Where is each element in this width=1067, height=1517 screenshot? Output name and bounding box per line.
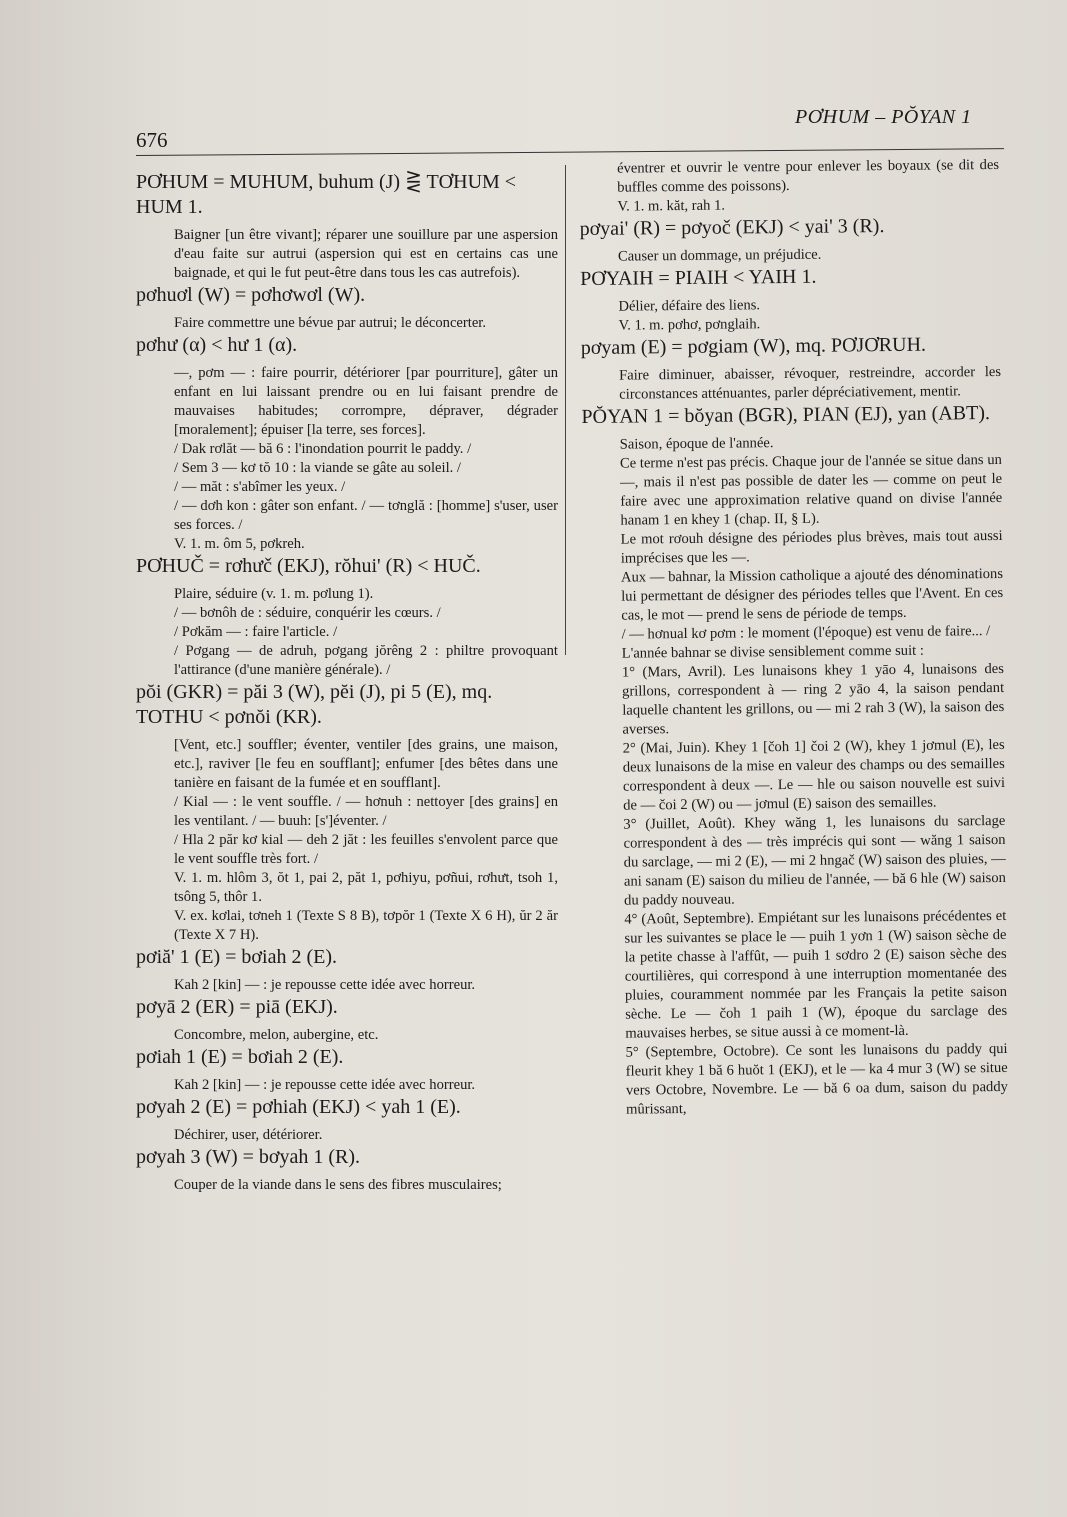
dictionary-entry [581, 401, 1008, 1120]
dictionary-entry [136, 333, 558, 554]
entry-headword: pơyam (E) = pơgiam (W), mq. PƠJƠRUH. [580, 333, 927, 359]
entry-line: V. 1. m. ôm 5, pơkreh. [174, 536, 305, 552]
dictionary-entry [136, 283, 558, 333]
entry-headword: pơyah 2 (E) = pơhiah (EKJ) < yah 1 (E). [136, 1096, 461, 1118]
entry-line: V. ex. kơlai, tơneh 1 (Texte S 8 B), tơpŏr 1 (Texte X 6 H), ŭr 2 ăr (Texte X 7 H). [174, 908, 558, 943]
entry-line: / Pơgang — de adruh, pơgang jŏrêng 2 : philtre provoquant l'attirance (d'une manière générale). / [174, 643, 558, 678]
entry-line: Déchirer, user, détériorer. [174, 1127, 323, 1143]
left-column [136, 170, 558, 1195]
dictionary-entry [136, 170, 558, 283]
page-number: 676 [136, 128, 168, 152]
dictionary-entry [581, 332, 1002, 405]
dictionary-entry [579, 156, 1000, 217]
entry-body [580, 294, 1000, 336]
entry-line: Ce terme n'est pas précis. Chaque jour de l'année se situe dans un —, mais il n'est pas possible de dater les — comme on peut le faire avec une approximation relative quand on divise l'année hanam 1 en khey 1 (chap. II, § L). [619, 451, 1003, 529]
entry-line: Couper de la viande dans le sens des fibres musculaires; [174, 1177, 502, 1193]
entry-line: / Sem 3 — kơ tŏ 10 : la viande se gâte au soleil. / [174, 460, 461, 476]
entry-headword: pơyai' (R) = pơyoč (EKJ) < yai' 3 (R). [579, 215, 885, 240]
entry-line: Causer un dommage, un préjudice. [617, 246, 822, 265]
entry-line: / — hơnual kơ pơm : le moment (l'époque) est venu de faire... / [621, 623, 991, 643]
entry-body [136, 1126, 558, 1145]
entry-headword: pơiah 1 (E) = bơiah 2 (E). [136, 1046, 344, 1068]
entry-line: V. 1. m. hlôm 3, ŏt 1, pai 2, păt 1, pơhiyu, pơñui, rơhưt, tsoh 1, tsông 5, thôr 1. [174, 870, 558, 905]
entry-body [136, 585, 558, 680]
entry-body [582, 432, 1009, 1120]
entry-line: 1° (Mars, Avril). Les lunaisons khey 1 yāo 4, lunaisons des grillons, correspondent à — ring 2 yāo 4, la saison pendant laquelle chantent les grillons, ou — mi 2 rah 3 (W), la saison des averses. [621, 660, 1005, 738]
entry-line: V. 1. m. kăt, rah 1. [617, 197, 726, 215]
entry-headword: pơyah 3 (W) = bơyah 1 (R). [136, 1146, 361, 1168]
running-head: PƠHUM – PŎYAN 1 [795, 106, 972, 128]
dictionary-entry [136, 680, 558, 945]
entry-line: Faire commettre une bévue par autrui; le déconcerter. [174, 315, 486, 331]
entry-headword: PƠHUČ = rơhưč (EKJ), rŏhui' (R) < HUČ. [136, 555, 481, 577]
dictionary-entry [580, 263, 1001, 336]
entry-headword: pơhuơl (W) = pơhơwơl (W). [136, 284, 366, 306]
entry-headword: pŏi (GKR) = păi 3 (W), pĕi (J), pi 5 (E), mq. TOTHU < pơnŏi (KR). [136, 681, 493, 728]
entry-line: éventrer et ouvrir le ventre pour enlever les boyaux (se dit des buffles comme des poissons). [617, 156, 1000, 196]
entry-headword: PƠYAIH = PIAIH < YAIH 1. [580, 265, 817, 290]
entry-body [136, 364, 558, 554]
dictionary-entry [136, 995, 558, 1045]
entry-line: 4° (Août, Septembre). Empiétant sur les lunaisons précédentes et sur les suivantes se place le — puih 1 yơn 1 (W) saison sèche de la petite chasse à l'affût, — puih 1 sơdro 2 (E) saison sèche des courtilières, qui correspond à une interruption momentanée des pluies, couramment nommée par les Français la petite saison sèche. Le — čoh 1 paih 1 (W), époque du sarclage des mauvaises herbes, se situe aussi à ce moment-là. [624, 907, 1008, 1042]
entry-line: Faire diminuer, abaisser, révoquer, restreindre, accorder les circonstances atténuantes, parler dépréciativement, mentir. [618, 363, 1002, 403]
entry-headword: PŎYAN 1 = bŏyan (BGR), PIAN (EJ), yan (ABT). [581, 402, 991, 428]
entry-body [136, 1076, 558, 1095]
entry-line: Saison, époque de l'année. [619, 435, 774, 453]
entry-line: 5° (Septembre, Octobre). Ce sont les lunaisons du paddy qui fleurit khey 1 bă 6 huŏt 1 (EKJ), et le — ka 4 mur 3 (W) se situe vers Octobre, Novembre. Le — bă 6 oa dum, saison du paddy mûrissant, [625, 1040, 1008, 1118]
dictionary-entry [136, 554, 558, 680]
right-column [579, 156, 1008, 1120]
entry-line: L'année bahnar se divise sensiblement comme suit : [621, 642, 924, 662]
entry-line: 2° (Mai, Juin). Khey 1 [čoh 1] čoi 2 (W), khey 1 jơmul (E), les deux lunaisons de la mise en valeur des champs ou des semailles correspondent à deux —. Le — hle ou saison nouvelle est suivi de — čoi 2 (W) ou — jơmul (E) saison des semailles. [622, 736, 1006, 814]
entry-line: —, pơm — : faire pourrir, détériorer [par pourriture], gâter un enfant en lui laissant prendre ou en lui faisant prendre de mauvaises habitudes; corrompre, dépraver, dégrader [moralement]; épuiser [la terre, ses forces]. [174, 365, 558, 438]
entry-line: Baigner [un être vivant]; réparer une souillure par une aspersion d'eau faite sur autrui (aspersion qui est en certains cas une baignade, et qui le fut peut-être dans tous les cas autrefois). [174, 227, 558, 281]
entry-body [136, 314, 558, 333]
entry-headword: pơhư (α) < hư 1 (α). [136, 334, 298, 356]
entry-line: 3° (Juillet, Août). Khey wăng 1, les lunaisons du sarclage correspondent à des — très imprécis qui sont — wăng 1 saison du sarclage, — mi 2 (E), — mi 2 hngač (W) saison des pluies, — ani sanam (E) saison du milieu de l'année, — bă 6 hle (W) saison du paddy nouveau. [623, 812, 1006, 909]
entry-body [136, 226, 558, 283]
entry-line: / — dơh kon : gâter son enfant. / — tơnglă : [homme] s'user, user ses forces. / [174, 498, 558, 533]
entry-line: / Dak rơlăt — bă 6 : l'inondation pourrit le paddy. / [174, 441, 472, 457]
entry-line: V. 1. m. pơhơ, pơnglaih. [618, 316, 761, 334]
entry-line: Le mot rơouh désigne des périodes plus brèves, mais tout aussi imprécises que les —. [620, 527, 1003, 567]
entry-body [136, 1026, 558, 1045]
entry-body [579, 156, 1000, 217]
entry-line: Délier, défaire des liens. [618, 297, 761, 315]
entry-line: / — bơnôh de : séduire, conquérir les cœurs. / [174, 605, 441, 621]
entry-line: / — măt : s'abîmer les yeux. / [174, 479, 346, 495]
entry-headword: PƠHUM = MUHUM, buhum (J) ⋛ TƠHUM < HUM 1. [136, 171, 517, 218]
entry-body [136, 976, 558, 995]
column-divider [565, 165, 566, 655]
header-rule [136, 148, 1004, 156]
dictionary-entry [136, 945, 558, 995]
entry-body [581, 363, 1001, 405]
entry-body [136, 1176, 558, 1195]
entry-body [136, 736, 558, 945]
entry-line: / Pơkăm — : faire l'article. / [174, 624, 338, 640]
entry-line: Kah 2 [kin] — : je repousse cette idée avec horreur. [174, 977, 476, 993]
entry-line: Concombre, melon, aubergine, etc. [174, 1027, 379, 1043]
entry-headword: pơyā 2 (ER) = piā (EKJ). [136, 996, 338, 1018]
dictionary-entry [136, 1045, 558, 1095]
dictionary-entry [136, 1145, 558, 1195]
dictionary-entry [136, 1095, 558, 1145]
entry-line: / Kial — : le vent souffle. / — hơnuh : nettoyer [des grains] en les ventilant. / — buuh: [s']éventer. / [174, 794, 558, 829]
entry-line: Kah 2 [kin] — : je repousse cette idée avec horreur. [174, 1077, 476, 1093]
entry-headword: pơiă' 1 (E) = bơiah 2 (E). [136, 946, 337, 968]
dictionary-entry [580, 213, 1000, 267]
entry-line: [Vent, etc.] souffler; éventer, ventiler [des grains, une maison, etc.], raviver [le feu en soufflant]; enfumer [des bêtes dans une tanière en faisant de la fumée et en soufflant]. [174, 737, 558, 791]
entry-line: Aux — bahnar, la Mission catholique a ajouté des dénominations lui permettant de désigner des périodes telles que l'Avent. En ces cas, le mot — prend le sens de période de temps. [620, 565, 1004, 624]
entry-line: / Hla 2 păr kơ kial — deh 2 jăt : les feuilles s'envolent parce que le vent souffle très fort. / [174, 832, 558, 867]
entry-line: Plaire, séduire (v. 1. m. pơlung 1). [174, 586, 374, 602]
